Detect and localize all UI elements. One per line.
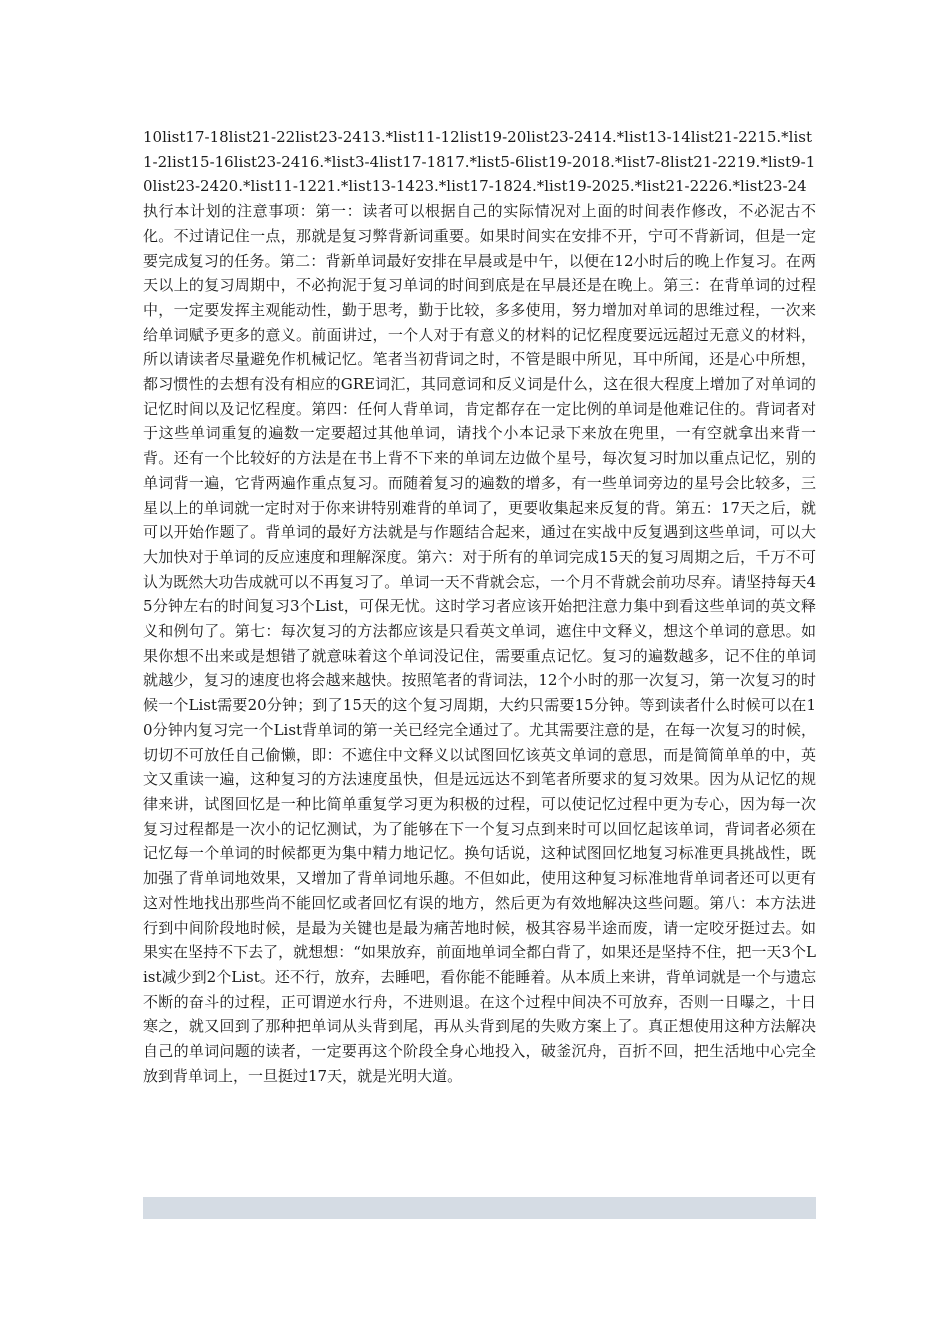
document-page [143,125,816,1088]
footer-bar [143,1197,816,1219]
body-paragraph: 10list17-18list21-22list23-2413.*list11-12list19-20list23-2414.*list13-14list21-2215.*list1-2list15-16list23-2416.*list3-4list17-1817.*list5-6list19-2018.*list7-8list21-2219.*list9-10list23-2420.*list11-1221.*list13-1423.*list17-1824.*list19-2025.*list21-2226.*list23-24执行本计划的注意事项：第一：读者可以根据自己的实际情况对上面的时间表作修改，不必泥古不化。不过请记住一点，那就是复习弊背新词重要。如果时间实在安排不开，宁可不背新词，但是一定要完成复习的任务。第二：背新单词最好安排在早晨或是中午，以便在12小时后的晚上作复习。在两天以上的复习周期中，不必拘泥于复习单词的时间到底是在早晨还是在晚上。第三：在背单词的过程中，一定要发挥主观能动性，勤于思考，勤于比较，多多使用，努力增加对单词的思维过程，一次来给单词赋予更多的意义。前面讲过，一个人对于有意义的材料的记忆程度要远远超过无意义的材料，所以请读者尽量避免作机械记忆。笔者当初背词之时，不管是眼中所见，耳中所闻，还是心中所想，都习惯性的去想有没有相应的GRE词汇，其同意词和反义词是什么，这在很大程度上增加了对单词的记忆时间以及记忆程度。第四：任何人背单词，肯定都存在一定比例的单词是他难记住的。背词者对于这些单词重复的遍数一定要超过其他单词，请找个小本记录下来放在兜里，一有空就拿出来背一背。还有一个比较好的方法是在书上背不下来的单词左边做个星号，每次复习时加以重点记忆，别的单词背一遍，它背两遍作重点复习。而随着复习的遍数的增多，有一些单词旁边的星号会比较多，三星以上的单词就一定时对于你来讲特别难背的单词了，更要收集起来反复的背。第五：17天之后，就可以开始作题了。背单词的最好方法就是与作题结合起来，通过在实战中反复遇到这些单词，可以大大加快对于单词的反应速度和理解深度。第六：对于所有的单词完成15天的复习周期之后，千万不可认为既然大功告成就可以不再复习了。单词一天不背就会忘，一个月不背就会前功尽弃。请坚持每天45分钟左右的时间复习3个List，可保无忧。这时学习者应该开始把注意力集中到看这些单词的英文释义和例句了。第七：每次复习的方法都应该是只看英文单词，遮住中文释义，想这个单词的意思。如果你想不出来或是想错了就意味着这个单词没记住，需要重点记忆。复习的遍数越多，记不住的单词就越少，复习的速度也将会越来越快。按照笔者的背词法，12个小时的那一次复习，第一次复习的时候一个List需要20分钟；到了15天的这个复习周期，大约只需要15分钟。等到读者什么时候可以在10分钟内复习完一个List背单词的第一关已经完全通过了。尤其需要注意的是，在每一次复习的时候，切切不可放任自己偷懒，即：不遮住中文释义以试图回忆该英文单词的意思，而是简简单单的中，英文又重读一遍，这种复习的方法速度虽快，但是远远达不到笔者所要求的复习效果。因为从记忆的规律来讲，试图回忆是一种比简单重复学习更为积极的过程，可以使记忆过程中更为专心，因为每一次复习过程都是一次小的记忆测试，为了能够在下一个复习点到来时可以回忆起该单词，背词者必须在记忆每一个单词的时候都更为集中精力地记忆。换句话说，这种试图回忆地复习标准更具挑战性，既加强了背单词地效果，又增加了背单词地乐趣。不但如此，使用这种复习标准地背单词者还可以更有这对性地找出那些尚不能回忆或者回忆有误的地方，然后更为有效地解决这些问题。第八：本方法进行到中间阶段地时候，是最为关键也是最为痛苦地时候，极其容易半途而废，请一定咬牙挺过去。如果实在坚持不下去了，就想想：“如果放弃，前面地单词全都白背了，如果还是坚持不住，把一天3个List减少到2个List。还不行，放弃，去睡吧，看你能不能睡着。从本质上来讲，背单词就是一个与遗忘不断的奋斗的过程，正可谓逆水行舟，不进则退。在这个过程中间决不可放弃，否则一日曝之，十日寒之，就又回到了那种把单词从头背到尾，再从头背到尾的失败方案上了。真正想使用这种方法解决自己的单词问题的读者，一定要再这个阶段全身心地投入，破釜沉舟，百折不回，把生活地中心完全放到背单词上，一旦挺过17天，就是光明大道。 [143,128,816,1085]
